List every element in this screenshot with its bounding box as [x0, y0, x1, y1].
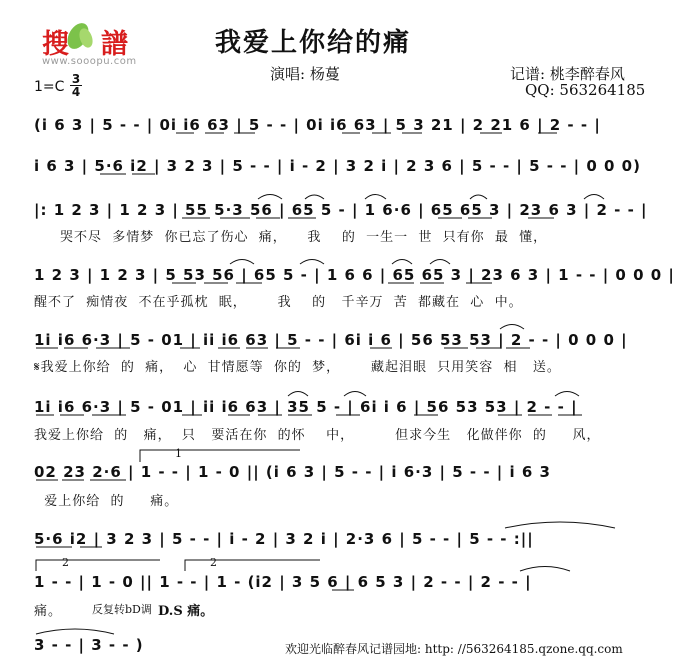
volta-1: 1: [175, 447, 182, 460]
score-line-9: 1 - - | 1 - 0 || 1 - - | 1 - (i2 | 3 5 6 | 6 5 3 | 2 - - | 2 - - |: [34, 573, 532, 591]
lyric-line-9-b: 反复转bD调: [92, 603, 152, 616]
score-line-2: i 6 3 | 5·6 i2 | 3 2 3 | 5 - - | i - 2 | 3 2 i | 2 3 6 | 5 - - | 5 - - | 0 0 0): [34, 157, 641, 175]
notator: 记谱: 桃李醉春风: [510, 65, 625, 83]
volta-2-a: 2: [62, 556, 69, 569]
score-line-1: (i 6 3 | 5 - - | 0i i6 63 | 5 - - | 0i i6 63 | 5 3 21 | 2 21 6 | 2 - - |: [34, 116, 601, 134]
meter-bottom: 4: [71, 85, 81, 99]
footer-text: 欢迎光临醉春风记谱园地: http: //563264185.qzone.qq.com: [285, 642, 623, 656]
lyric-line-3: 哭不尽 多情梦 你已忘了伤心 痛， 我 的 一生一 世 只有你 最 懂，: [60, 230, 548, 245]
volta-2-b: 2: [210, 556, 217, 569]
key-signature: 1=C: [34, 79, 65, 95]
logo-char-1: 搜: [42, 29, 70, 60]
lyric-line-5: 𝄋我爱上你给 的 痛， 心 甘情愿等 你的 梦， 藏起泪眼 只用笑容 相 送。: [34, 360, 561, 375]
score-line-4: 1 2 3 | 1 2 3 | 5 53 56 | 65 5 - | 1 6 6 | 65 65 3 | 23 6 3 | 1 - - | 0 0 0 |: [34, 266, 675, 284]
lyric-line-9-c: D.S 痛。: [158, 604, 214, 619]
score-line-3: |: 1 2 3 | 1 2 3 | 55 5·3 56 | 65 5 - | 1 6·6 | 65 65 3 | 23 6 3 | 2 - - |: [34, 201, 648, 219]
logo-url[interactable]: www.sooopu.com: [42, 56, 137, 67]
score-line-7: 02 23 2·6 | 1 - - | 1 - 0 || (i 6 3 | 5 - - | i 6·3 | 5 - - | i 6 3: [34, 463, 551, 481]
lyric-line-9-a: 痛。: [34, 604, 63, 619]
song-title: 我爱上你给的痛: [215, 28, 412, 58]
lyric-line-4: 醒不了 痴情夜 不在乎孤枕 眠， 我 的 千辛万 苦 都藏在 心 中。: [34, 295, 523, 310]
qq-number: QQ: 563264185: [525, 81, 646, 99]
score-line-8: 5·6 i2 | 3 2 3 | 5 - - | i - 2 | 3 2 i | 2·3 6 | 5 - - | 5 - - :||: [34, 530, 534, 548]
score-line-10: 3 - - | 3 - - ): [34, 636, 144, 654]
logo-char-2: 譜: [101, 29, 128, 60]
score-line-5: 1i i6 6·3 | 5 - 01 | ii i6 63 | 5 - - | 6i i 6 | 56 53 53 | 2 - - | 0 0 0 |: [34, 331, 628, 349]
meter-top: 3: [71, 72, 81, 86]
singer: 演唱: 杨蔓: [270, 65, 340, 83]
score-line-6: 1i i6 6·3 | 5 - 01 | ii i6 63 | 35 5 - | 6i i 6 | 56 53 53 | 2 - - |: [34, 398, 578, 416]
lyric-line-7: 爱上你给 的 痛。: [34, 494, 179, 509]
lyric-line-6: 我爱上你给 的 痛， 只 要活在你 的怀 中， 但求今生 化做伴你 的 风，: [34, 428, 601, 443]
